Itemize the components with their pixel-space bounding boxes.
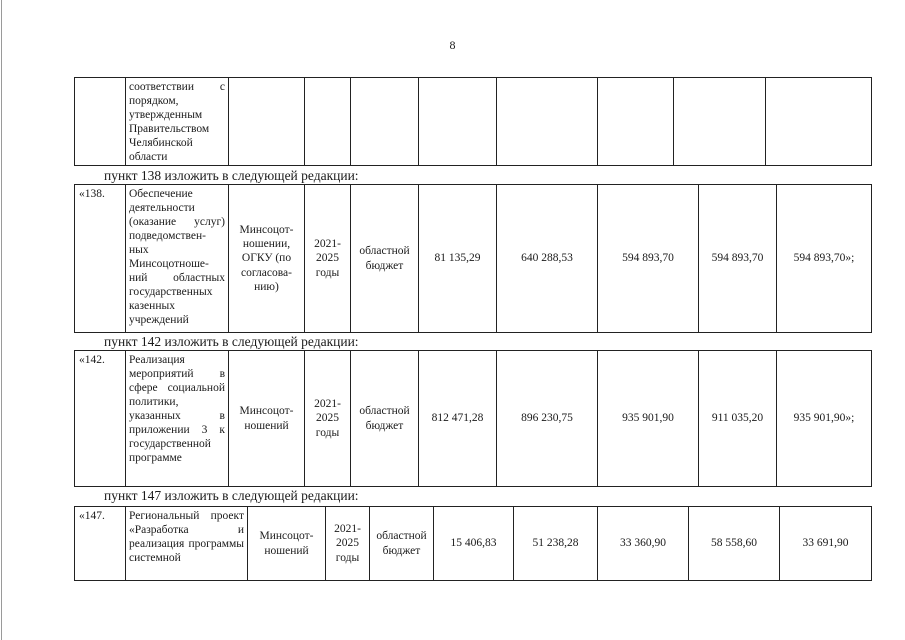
measure-name: соответствии с порядком, утвержденным Правительством Челябинской области <box>126 78 229 166</box>
amount-cell: 594 893,70 <box>598 185 699 333</box>
scan-edge-line <box>1 0 2 640</box>
table-row <box>75 507 872 581</box>
amount-cell: 911 035,20 <box>699 351 777 487</box>
measure-name: Реализация мероприятий в сфере социальной политики, указанных в приложении 3 к государственной программе <box>126 351 229 487</box>
table-row <box>75 78 872 166</box>
amount-cell: 896 230,75 <box>497 351 598 487</box>
amount-cell: 594 893,70»; <box>777 185 872 333</box>
row-number: «138. <box>75 185 126 333</box>
funding-source: областной бюджет <box>351 185 419 333</box>
measure-name: Обеспечение деятельности (оказание услуг) подведомствен- ных Минсоцотноше- ний областных государственных казенных учреждений <box>126 185 229 333</box>
row-number: «147. <box>75 507 126 581</box>
amount-cell: 15 406,83 <box>434 507 514 581</box>
amount-cell: 33 691,90 <box>780 507 872 581</box>
section-heading: пункт 147 изложить в следующей редакции: <box>104 488 359 503</box>
table-section-138 <box>74 184 872 333</box>
table-row <box>75 185 872 333</box>
amount-cell: 51 238,28 <box>514 507 598 581</box>
section-heading: пункт 138 изложить в следующей редакции: <box>104 168 359 183</box>
amount-cell: 81 135,29 <box>419 185 497 333</box>
amount-cell: 935 901,90»; <box>777 351 872 487</box>
funding-source: областной бюджет <box>370 507 434 581</box>
empty-cell <box>305 78 351 166</box>
section-heading: пункт 142 изложить в следующей редакции: <box>104 334 359 349</box>
table-section-147 <box>74 506 872 581</box>
executor: Минсоцот- ношений <box>229 351 305 487</box>
amount-cell: 812 471,28 <box>419 351 497 487</box>
empty-cell <box>598 78 674 166</box>
empty-cell <box>351 78 419 166</box>
table-section-142 <box>74 350 872 487</box>
period: 2021- 2025 годы <box>326 507 370 581</box>
funding-source: областной бюджет <box>351 351 419 487</box>
empty-cell <box>419 78 497 166</box>
empty-cell <box>229 78 305 166</box>
empty-cell <box>497 78 598 166</box>
executor: Минсоцот- ношении, ОГКУ (по согласова- нию) <box>229 185 305 333</box>
period: 2021- 2025 годы <box>305 351 351 487</box>
amount-cell: 594 893,70 <box>699 185 777 333</box>
measure-name: Региональный проект «Разработка и реализация программы системной <box>126 507 248 581</box>
amount-cell: 58 558,60 <box>689 507 780 581</box>
empty-cell <box>674 78 766 166</box>
executor: Минсоцот- ношений <box>248 507 326 581</box>
period: 2021- 2025 годы <box>305 185 351 333</box>
table-fragment-top <box>74 77 872 166</box>
amount-cell: 935 901,90 <box>598 351 699 487</box>
page-number: 8 <box>449 38 456 52</box>
row-number <box>75 78 126 166</box>
table-row <box>75 351 872 487</box>
row-number: «142. <box>75 351 126 487</box>
amount-cell: 640 288,53 <box>497 185 598 333</box>
amount-cell: 33 360,90 <box>598 507 689 581</box>
empty-cell <box>766 78 872 166</box>
